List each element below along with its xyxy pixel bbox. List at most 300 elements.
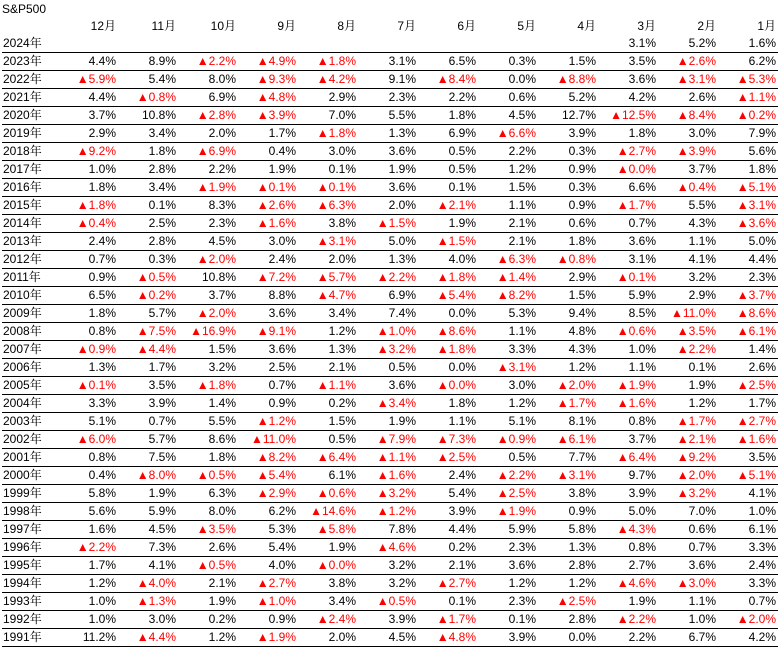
return-cell: 1.2%	[538, 359, 598, 377]
return-cell: ▲5.4%	[238, 467, 298, 485]
return-cell: ▲8.2%	[238, 449, 298, 467]
return-cell: 0.7%	[118, 413, 178, 431]
return-cell: 3.7%	[178, 287, 238, 305]
return-cell: ▲0.1%	[238, 179, 298, 197]
year-cell: 2016年	[2, 179, 58, 197]
return-cell: 2.4%	[418, 467, 478, 485]
return-cell: ▲8.6%	[418, 323, 478, 341]
return-cell: 1.1%	[418, 413, 478, 431]
return-cell: 3.6%	[358, 143, 418, 161]
return-cell: 0.7%	[658, 539, 718, 557]
return-cell: 1.4%	[718, 341, 778, 359]
return-cell: 6.6%	[598, 179, 658, 197]
return-cell: 2.3%	[358, 89, 418, 107]
year-cell: 2009年	[2, 305, 58, 323]
return-cell: ▲0.4%	[658, 179, 718, 197]
return-cell: 5.3%	[238, 521, 298, 539]
return-cell: 4.5%	[478, 107, 538, 125]
return-cell: 3.0%	[658, 125, 718, 143]
return-cell: ▲0.6%	[598, 323, 658, 341]
return-cell: 5.5%	[658, 197, 718, 215]
table-title: S&P500	[2, 2, 47, 16]
return-cell: ▲6.6%	[478, 125, 538, 143]
return-cell: 5.1%	[478, 413, 538, 431]
return-cell: 2.9%	[538, 269, 598, 287]
return-cell: ▲4.9%	[238, 53, 298, 71]
return-cell: ▲4.0%	[118, 575, 178, 593]
return-cell: 5.5%	[358, 107, 418, 125]
return-cell: ▲2.0%	[718, 611, 778, 629]
return-cell: 1.0%	[58, 161, 118, 179]
return-cell	[178, 35, 238, 53]
return-cell: 2.2%	[178, 161, 238, 179]
return-cell: ▲2.9%	[238, 485, 298, 503]
month-header-row	[2, 18, 778, 35]
return-cell: 4.8%	[538, 323, 598, 341]
return-cell: 4.3%	[658, 215, 718, 233]
return-cell: ▲1.9%	[178, 179, 238, 197]
table-row	[2, 323, 778, 341]
return-cell: 3.0%	[118, 611, 178, 629]
return-cell: 1.8%	[418, 395, 478, 413]
return-cell: 3.6%	[238, 305, 298, 323]
return-cell: ▲3.5%	[178, 521, 238, 539]
table-row	[2, 305, 778, 323]
return-cell: ▲3.2%	[658, 485, 718, 503]
return-cell: 1.2%	[478, 395, 538, 413]
return-cell: ▲0.0%	[598, 161, 658, 179]
year-cell: 2006年	[2, 359, 58, 377]
return-cell: 2.9%	[658, 287, 718, 305]
month-header: 6月	[457, 19, 476, 33]
return-cell: ▲0.5%	[358, 593, 418, 611]
return-cell: ▲4.7%	[298, 287, 358, 305]
return-cell: 2.3%	[178, 215, 238, 233]
return-cell: ▲5.9%	[58, 71, 118, 89]
return-cell: 3.6%	[658, 557, 718, 575]
return-cell: ▲1.5%	[418, 233, 478, 251]
return-cell: ▲2.0%	[658, 467, 718, 485]
return-cell: 7.4%	[358, 305, 418, 323]
return-cell: ▲3.7%	[718, 287, 778, 305]
return-cell: 6.5%	[58, 287, 118, 305]
return-cell: 0.0%	[418, 359, 478, 377]
return-cell: 3.7%	[598, 431, 658, 449]
return-cell: 1.5%	[538, 287, 598, 305]
return-cell: 2.8%	[538, 557, 598, 575]
return-cell: 5.0%	[598, 503, 658, 521]
return-cell: ▲1.2%	[358, 503, 418, 521]
return-cell: 1.5%	[298, 413, 358, 431]
return-cell: 5.9%	[478, 521, 538, 539]
return-cell	[58, 35, 118, 53]
return-cell: 6.9%	[418, 125, 478, 143]
return-cell: ▲9.2%	[58, 143, 118, 161]
return-cell: 0.8%	[598, 539, 658, 557]
return-cell: 2.6%	[718, 359, 778, 377]
return-cell: ▲2.2%	[178, 53, 238, 71]
return-cell: 0.1%	[118, 197, 178, 215]
return-cell: 8.6%	[178, 431, 238, 449]
return-cell: 1.3%	[358, 251, 418, 269]
return-cell: ▲2.0%	[538, 377, 598, 395]
table-row	[2, 359, 778, 377]
return-cell: 3.4%	[118, 179, 178, 197]
return-cell: 3.9%	[358, 611, 418, 629]
return-cell: 1.9%	[598, 593, 658, 611]
return-cell: 2.1%	[478, 215, 538, 233]
return-cell: ▲3.2%	[358, 485, 418, 503]
return-cell: ▲2.7%	[598, 143, 658, 161]
year-cell: 2015年	[2, 197, 58, 215]
return-cell: 6.9%	[178, 89, 238, 107]
return-cell: 2.2%	[418, 89, 478, 107]
return-cell: 3.3%	[718, 575, 778, 593]
table-body	[2, 35, 778, 647]
return-cell: ▲1.8%	[178, 377, 238, 395]
return-cell: 8.1%	[538, 413, 598, 431]
return-cell: 2.2%	[478, 143, 538, 161]
return-cell: ▲2.5%	[718, 377, 778, 395]
return-cell: ▲2.2%	[58, 539, 118, 557]
return-cell: ▲4.2%	[298, 71, 358, 89]
return-cell: 0.1%	[418, 179, 478, 197]
return-cell: ▲4.3%	[598, 521, 658, 539]
table-row	[2, 251, 778, 269]
return-cell: ▲3.9%	[658, 143, 718, 161]
return-cell: 5.2%	[538, 89, 598, 107]
return-cell: 1.1%	[478, 323, 538, 341]
return-cell: ▲7.9%	[358, 431, 418, 449]
return-cell: 0.8%	[58, 449, 118, 467]
return-cell: 1.8%	[718, 161, 778, 179]
return-cell	[118, 35, 178, 53]
table-row	[2, 395, 778, 413]
return-cell: ▲1.8%	[298, 125, 358, 143]
return-cell: 2.3%	[478, 593, 538, 611]
return-cell: 0.3%	[118, 251, 178, 269]
return-cell: ▲6.1%	[718, 323, 778, 341]
return-cell	[418, 35, 478, 53]
table-row	[2, 197, 778, 215]
return-cell: 1.0%	[58, 611, 118, 629]
return-cell: 3.7%	[658, 161, 718, 179]
return-cell: ▲1.8%	[298, 53, 358, 71]
return-cell: ▲6.9%	[178, 143, 238, 161]
return-cell: 2.1%	[478, 233, 538, 251]
return-cell: 1.6%	[718, 35, 778, 53]
return-cell: 2.4%	[58, 233, 118, 251]
return-cell: 3.3%	[718, 539, 778, 557]
return-cell: ▲2.7%	[418, 575, 478, 593]
return-cell: 1.8%	[58, 305, 118, 323]
return-cell: 3.9%	[478, 629, 538, 647]
return-cell: 2.4%	[238, 251, 298, 269]
return-cell: 1.2%	[538, 575, 598, 593]
return-cell: 3.9%	[118, 395, 178, 413]
return-cell: ▲14.6%	[298, 503, 358, 521]
year-cell: 2024年	[2, 35, 58, 53]
return-cell: 0.9%	[538, 197, 598, 215]
corner-cell	[2, 18, 58, 35]
year-cell: 1993年	[2, 593, 58, 611]
return-cell: ▲1.0%	[358, 323, 418, 341]
return-cell: ▲3.9%	[238, 107, 298, 125]
table-row	[2, 161, 778, 179]
return-cell: 1.2%	[478, 161, 538, 179]
year-cell: 1997年	[2, 521, 58, 539]
return-cell: 0.1%	[298, 161, 358, 179]
return-cell: ▲1.9%	[478, 503, 538, 521]
return-cell: ▲11.0%	[658, 305, 718, 323]
return-cell: 1.8%	[58, 179, 118, 197]
return-cell: 2.2%	[598, 629, 658, 647]
return-cell: ▲2.8%	[178, 107, 238, 125]
return-cell: 0.5%	[418, 143, 478, 161]
return-cell: 12.7%	[538, 107, 598, 125]
return-cell: 1.5%	[178, 341, 238, 359]
return-cell: 2.9%	[58, 125, 118, 143]
return-cell: 5.7%	[118, 305, 178, 323]
year-cell: 2004年	[2, 395, 58, 413]
month-header: 4月	[577, 19, 596, 33]
return-cell: 2.0%	[298, 251, 358, 269]
return-cell: ▲5.1%	[718, 179, 778, 197]
return-cell: ▲2.2%	[598, 611, 658, 629]
month-header: 7月	[397, 19, 416, 33]
return-cell: 0.3%	[538, 143, 598, 161]
return-cell: 8.0%	[178, 503, 238, 521]
return-cell: ▲1.6%	[358, 467, 418, 485]
return-cell: 3.1%	[598, 251, 658, 269]
return-cell: 1.2%	[58, 575, 118, 593]
return-cell: ▲9.2%	[658, 449, 718, 467]
return-cell: 9.4%	[538, 305, 598, 323]
return-cell: 0.0%	[538, 629, 598, 647]
return-cell: ▲0.0%	[418, 377, 478, 395]
return-cell: 3.1%	[598, 35, 658, 53]
return-cell: 2.6%	[658, 89, 718, 107]
return-cell: ▲5.4%	[418, 287, 478, 305]
return-cell: 1.2%	[478, 575, 538, 593]
return-cell: 4.5%	[118, 521, 178, 539]
return-cell: 0.2%	[418, 539, 478, 557]
return-cell: 8.8%	[238, 287, 298, 305]
return-cell: 2.3%	[478, 539, 538, 557]
return-cell: ▲1.9%	[598, 377, 658, 395]
return-cell: ▲1.3%	[118, 593, 178, 611]
return-cell: ▲2.0%	[178, 251, 238, 269]
return-cell: ▲2.1%	[658, 431, 718, 449]
return-cell: 2.1%	[298, 359, 358, 377]
return-cell: ▲2.5%	[538, 593, 598, 611]
return-cell: 1.9%	[238, 161, 298, 179]
return-cell	[538, 35, 598, 53]
return-cell: ▲5.3%	[718, 71, 778, 89]
return-cell: 1.3%	[298, 341, 358, 359]
return-cell: 2.8%	[538, 611, 598, 629]
return-cell: ▲5.7%	[298, 269, 358, 287]
return-cell: 1.8%	[118, 143, 178, 161]
return-cell: 1.3%	[358, 125, 418, 143]
return-cell: 0.5%	[298, 431, 358, 449]
year-cell: 2019年	[2, 125, 58, 143]
return-cell: ▲0.6%	[298, 485, 358, 503]
return-cell: 1.7%	[238, 125, 298, 143]
return-cell: ▲1.9%	[238, 629, 298, 647]
month-header: 3月	[637, 19, 656, 33]
return-cell: 3.5%	[718, 449, 778, 467]
return-cell: ▲2.6%	[238, 197, 298, 215]
return-cell: 0.6%	[658, 521, 718, 539]
return-cell: ▲6.3%	[478, 251, 538, 269]
return-cell	[298, 35, 358, 53]
return-cell: 2.1%	[418, 557, 478, 575]
return-cell: 8.9%	[118, 53, 178, 71]
return-cell: 1.8%	[178, 449, 238, 467]
return-cell: ▲2.4%	[298, 611, 358, 629]
return-cell: 3.4%	[118, 125, 178, 143]
return-cell: ▲3.1%	[538, 467, 598, 485]
return-cell: 6.1%	[298, 467, 358, 485]
table-row	[2, 143, 778, 161]
return-cell: ▲4.4%	[118, 629, 178, 647]
year-cell: 2014年	[2, 215, 58, 233]
return-cell: 1.9%	[418, 215, 478, 233]
return-cell: 0.1%	[478, 611, 538, 629]
month-header: 5月	[517, 19, 536, 33]
year-cell: 2008年	[2, 323, 58, 341]
return-cell: 1.5%	[538, 53, 598, 71]
table-row	[2, 287, 778, 305]
return-cell: ▲3.1%	[718, 197, 778, 215]
return-cell: 1.3%	[58, 359, 118, 377]
table-row	[2, 53, 778, 71]
return-cell: 4.1%	[118, 557, 178, 575]
return-cell	[478, 35, 538, 53]
return-cell: 3.4%	[298, 305, 358, 323]
return-cell: 1.1%	[598, 359, 658, 377]
return-cell: ▲2.6%	[658, 53, 718, 71]
return-cell: 1.2%	[178, 629, 238, 647]
return-cell: ▲12.5%	[598, 107, 658, 125]
return-cell: 9.1%	[358, 71, 418, 89]
table-row	[2, 233, 778, 251]
month-header: 10月	[210, 19, 236, 33]
year-cell: 2005年	[2, 377, 58, 395]
return-cell: ▲3.1%	[658, 71, 718, 89]
return-cell: ▲6.1%	[538, 431, 598, 449]
return-cell: 4.1%	[718, 485, 778, 503]
table-row	[2, 71, 778, 89]
return-cell: 1.4%	[178, 395, 238, 413]
return-cell: ▲0.2%	[118, 287, 178, 305]
return-cell: ▲2.2%	[358, 269, 418, 287]
year-cell: 1991年	[2, 629, 58, 647]
return-cell: 4.1%	[658, 251, 718, 269]
return-cell: ▲4.6%	[598, 575, 658, 593]
return-cell: 0.0%	[478, 71, 538, 89]
return-cell: 5.4%	[418, 485, 478, 503]
return-cell: ▲2.2%	[478, 467, 538, 485]
return-cell: 3.1%	[358, 53, 418, 71]
return-cell: ▲1.7%	[418, 611, 478, 629]
table-row	[2, 575, 778, 593]
return-cell: 1.5%	[478, 179, 538, 197]
return-cell: ▲1.5%	[358, 215, 418, 233]
return-cell: 2.4%	[718, 557, 778, 575]
return-cell: ▲0.5%	[178, 467, 238, 485]
return-cell: 1.0%	[718, 503, 778, 521]
return-cell: 0.7%	[238, 377, 298, 395]
return-cell: 4.3%	[538, 341, 598, 359]
return-cell: 9.7%	[598, 467, 658, 485]
table-row	[2, 431, 778, 449]
return-cell: 4.4%	[718, 251, 778, 269]
return-cell: 2.6%	[178, 539, 238, 557]
table-row	[2, 341, 778, 359]
return-cell: 7.9%	[718, 125, 778, 143]
return-cell: 10.8%	[118, 107, 178, 125]
return-cell: 4.4%	[418, 521, 478, 539]
return-cell: 4.0%	[238, 557, 298, 575]
return-cell: 6.5%	[418, 53, 478, 71]
year-cell: 2012年	[2, 251, 58, 269]
return-cell: ▲1.0%	[238, 593, 298, 611]
return-cell: ▲2.7%	[238, 575, 298, 593]
return-cell: 0.9%	[538, 503, 598, 521]
return-cell: 6.9%	[358, 287, 418, 305]
return-cell: ▲4.8%	[418, 629, 478, 647]
return-cell: ▲6.4%	[598, 449, 658, 467]
year-cell: 2022年	[2, 71, 58, 89]
year-cell: 2010年	[2, 287, 58, 305]
return-cell: ▲7.3%	[418, 431, 478, 449]
return-cell: 3.8%	[538, 485, 598, 503]
return-cell: 6.1%	[718, 521, 778, 539]
return-cell: 8.3%	[178, 197, 238, 215]
return-cell: 0.9%	[238, 395, 298, 413]
return-cell: 3.9%	[598, 485, 658, 503]
return-cell: 5.9%	[118, 503, 178, 521]
return-cell: 0.5%	[418, 161, 478, 179]
return-cell: ▲2.2%	[658, 341, 718, 359]
return-cell: 2.5%	[238, 359, 298, 377]
return-cell: ▲1.2%	[238, 413, 298, 431]
return-cell: 2.3%	[718, 269, 778, 287]
return-cell: 3.2%	[658, 269, 718, 287]
return-cell: ▲6.3%	[298, 197, 358, 215]
return-cell: 5.0%	[718, 233, 778, 251]
return-cell: ▲1.8%	[418, 341, 478, 359]
return-cell: ▲0.9%	[478, 431, 538, 449]
month-header: 1月	[757, 19, 776, 33]
return-cell: ▲0.0%	[298, 557, 358, 575]
return-cell: 1.0%	[58, 593, 118, 611]
return-cell: 3.8%	[298, 215, 358, 233]
table-row	[2, 629, 778, 647]
year-cell: 1992年	[2, 611, 58, 629]
return-cell: 0.4%	[238, 143, 298, 161]
return-cell: 10.8%	[178, 269, 238, 287]
return-cell: 7.5%	[118, 449, 178, 467]
return-cell: 1.8%	[538, 233, 598, 251]
return-cell: 3.9%	[418, 503, 478, 521]
year-cell: 2021年	[2, 89, 58, 107]
return-cell: ▲0.5%	[178, 557, 238, 575]
return-cell: ▲2.0%	[178, 305, 238, 323]
return-cell	[358, 35, 418, 53]
